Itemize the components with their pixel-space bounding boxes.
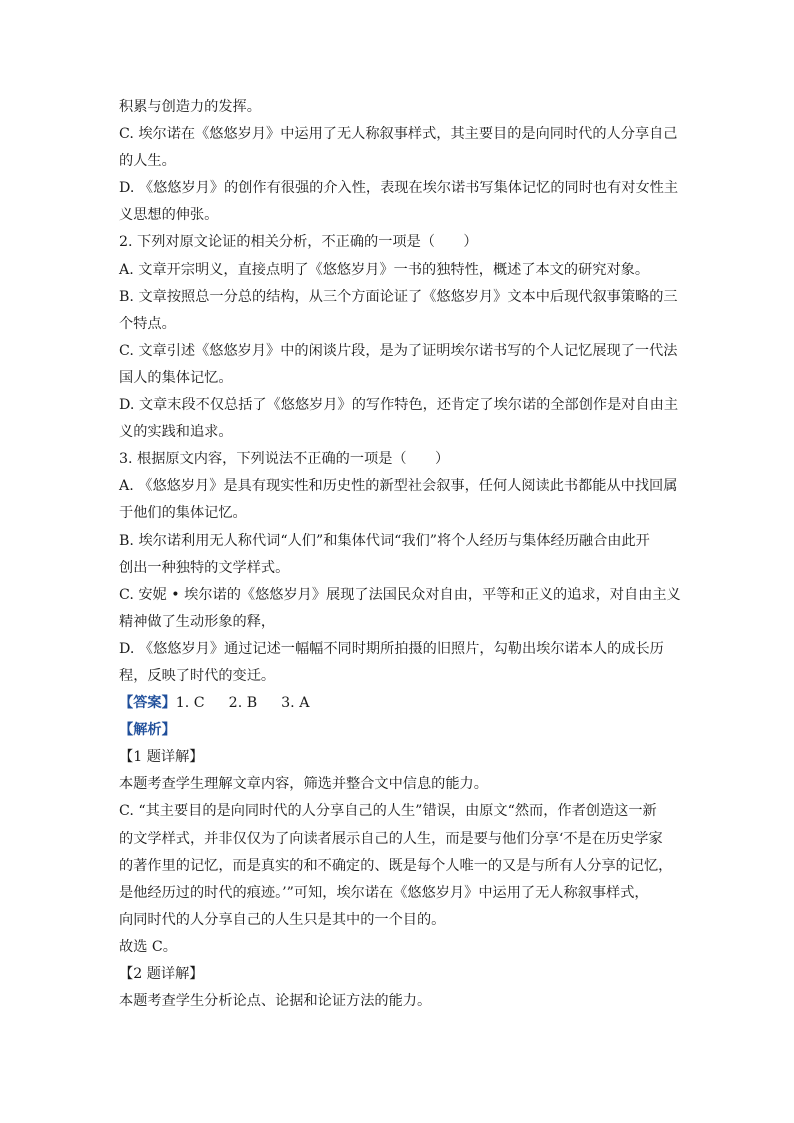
option-c: C. 埃尔诺在《悠悠岁月》中运用了无人称叙事样式，其主要目的是向同时代的人分享自己 [119,126,678,143]
option-b: B. 文章按照总一分总的结构，从三个方面论证了《悠悠岁月》文本中后现代叙事策略的三 [119,288,678,305]
answer-label: 【答案】 [119,695,176,712]
q1-text: 向同时代的人分享自己的人生只是其中的一个目的。 [119,911,446,928]
option-a: A. 文章开宗明义，直接点明了《悠悠岁月》一书的独特性，概述了本文的研究对象。 [119,261,650,278]
text-line: 个特点。 [119,315,176,332]
question-3: 3. 根据原文内容，下列说法不正确的一项是（ ） [119,451,450,468]
q1-text: 是他经历过的时代的痕迹。’”可知，埃尔诺在《悠悠岁月》中运用了无人称叙事样式， [119,884,649,901]
q2-heading: 【2 题详解】 [119,966,204,982]
q1-text: C. “其主要目的是向同时代的人分享自己的人生”错误，由原文“然而，作者创造这一新 [119,803,657,820]
document-body [119,94,679,1015]
q1-text: 本题考查学生理解文章内容，筛选并整合文中信息的能力。 [119,776,488,793]
answer-item: 3. A [281,695,310,712]
answer-item: 2. B [228,695,258,712]
analysis-heading [119,717,679,744]
text-line: 于他们的集体记忆。 [119,505,247,522]
text-line: 义思想的伸张。 [119,207,219,224]
text-line: 的人生。 [119,153,176,170]
q1-heading: 【1 题详解】 [119,749,204,766]
option-c: C. 文章引述《悠悠岁月》中的闲谈片段，是为了证明埃尔诺书写的个人记忆展现了一代法 [119,342,678,359]
answer-item: 1. C [175,695,205,712]
q1-text: 的文学样式，并非仅仅为了向读者展示自己的人生，而是要与他们分享‘不是在历史学家 [119,830,663,847]
option-b: B. 埃尔诺利用无人称代词“人们”和集体代词“我们”将个人经历与集体经历融合由此开 [119,532,650,549]
analysis-label: 【解析】 [119,722,176,739]
q1-text: 的著作里的记忆，而是真实的和不确定的、既是每个人唯一的又是与所有人分享的记忆， [119,857,673,874]
text-line: 义的实践和追求。 [119,424,233,441]
option-d: D. 文章末段不仅总括了《悠悠岁月》的写作特色，还肯定了埃尔诺的全部创作是对自由主 [119,397,679,414]
text-line: 积累与创造力的发挥。 [119,99,261,115]
answer-line [119,690,679,717]
q1-conclusion: 故选 C。 [119,938,177,955]
option-d: D. 《悠悠岁月》的创作有很强的介入性，表现在埃尔诺书写集体记忆的同时也有对女性主 [119,180,679,197]
text-line: 精神做了生动形象的释， [119,613,276,630]
text-line: 程，反映了时代的变迁。 [119,667,276,684]
text-line: 创出一种独特的文学样式。 [119,559,290,576]
option-d: D. 《悠悠岁月》通过记述一幅幅不同时期所拍摄的旧照片，勾勒出埃尔诺本人的成长历 [119,640,664,657]
q2-text: 本题考查学生分析论点、论据和论证方法的能力。 [119,993,432,1010]
option-a: A. 《悠悠岁月》是具有现实性和历史性的新型社会叙事，任何人阅读此书都能从中找回属 [119,478,678,495]
text-line: 国人的集体记忆。 [119,369,233,386]
question-2: 2. 下列对原文论证的相关分析，不正确的一项是（ ） [119,234,478,251]
option-c: C. 安妮 • 埃尔诺的《悠悠岁月》展现了法国民众对自由，平等和正义的追求，对自由主义 [119,586,681,603]
